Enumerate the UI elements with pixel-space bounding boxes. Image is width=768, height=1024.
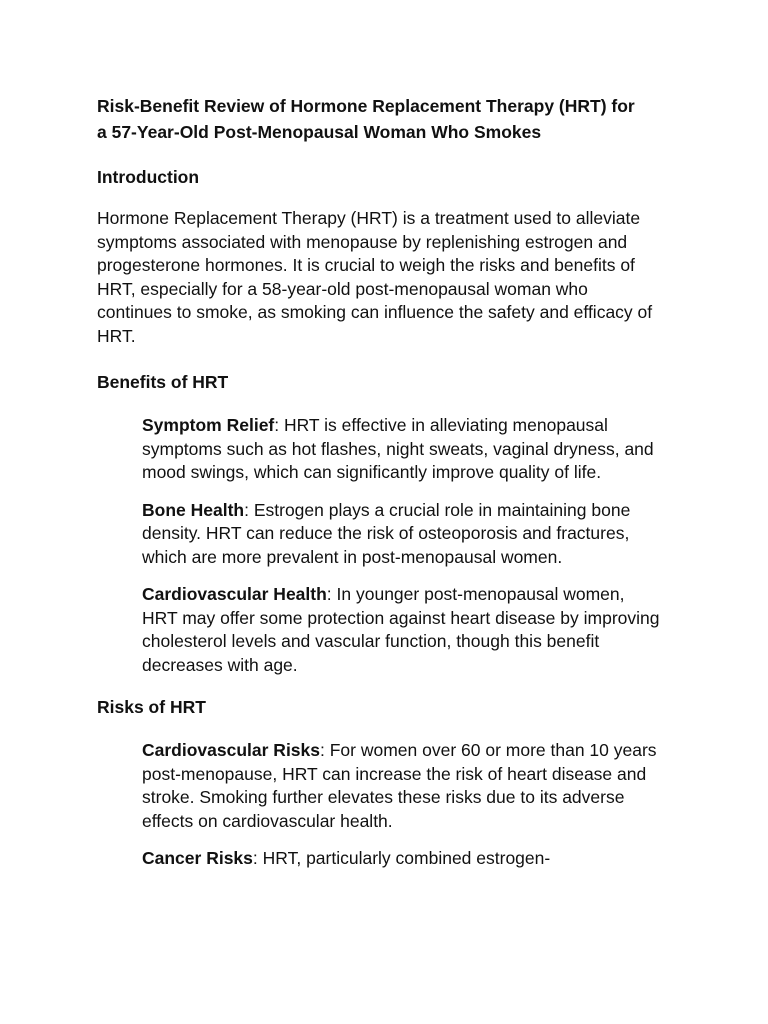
risk-text: : HRT, particularly combined estrogen-	[252, 848, 551, 868]
benefit-term: Cardiovascular Health	[142, 584, 327, 604]
section-heading-risks: Risks of HRT	[97, 697, 206, 717]
benefit-item-bone-health	[142, 499, 662, 570]
benefit-term: Bone Health	[142, 499, 245, 520]
benefits-list	[97, 414, 708, 677]
risk-item-cancer	[142, 847, 662, 871]
benefit-text: : In younger post-menopausal women, HRT may offer some protection against heart disease by improving cholesterol levels and vascular function, though this benefit decreases with age.	[142, 584, 660, 675]
risk-term: Cardiovascular Risks	[142, 740, 321, 760]
benefit-term: Symptom Relief	[142, 415, 275, 435]
benefit-item-cardiovascular-health	[142, 583, 662, 677]
section-heading-benefits: Benefits of HRT	[97, 372, 229, 392]
risk-item-cardiovascular	[142, 739, 662, 833]
benefit-text: : HRT is effective in alleviating menopausal symptoms such as hot flashes, night sweats, vaginal dryness, and mood swings, which can significantly improve quality of life.	[142, 415, 654, 482]
introduction-paragraph: Hormone Replacement Therapy (HRT) is a treatment used to alleviate symptoms associated with menopause by replenishing estrogen and progesterone hormones. It is crucial to weigh the risks and benefits of HRT, especially for a 58-year-old post-menopausal woman who continues to smoke, as smoking can influence the safety and efficacy of HRT.	[97, 208, 653, 346]
risks-list	[97, 739, 708, 871]
risk-text: : For women over 60 or more than 10 years post-menopause, HRT can increase the risk of heart disease and stroke. Smoking further elevates these risks due to its adverse effects on cardiovascular health.	[142, 740, 657, 831]
risk-term: Cancer Risks	[142, 848, 253, 868]
document-title: Risk-Benefit Review of Hormone Replacement Therapy (HRT) for a 57-Year-Old Post-Menopausal Woman Who Smokes	[97, 96, 635, 142]
section-heading-introduction: Introduction	[97, 167, 200, 187]
benefit-text: : Estrogen plays a crucial role in maintaining bone density. HRT can reduce the risk of osteoporosis and fractures, which are more prevalent in post-menopausal women.	[142, 499, 631, 567]
benefit-item-symptom-relief	[142, 414, 662, 485]
